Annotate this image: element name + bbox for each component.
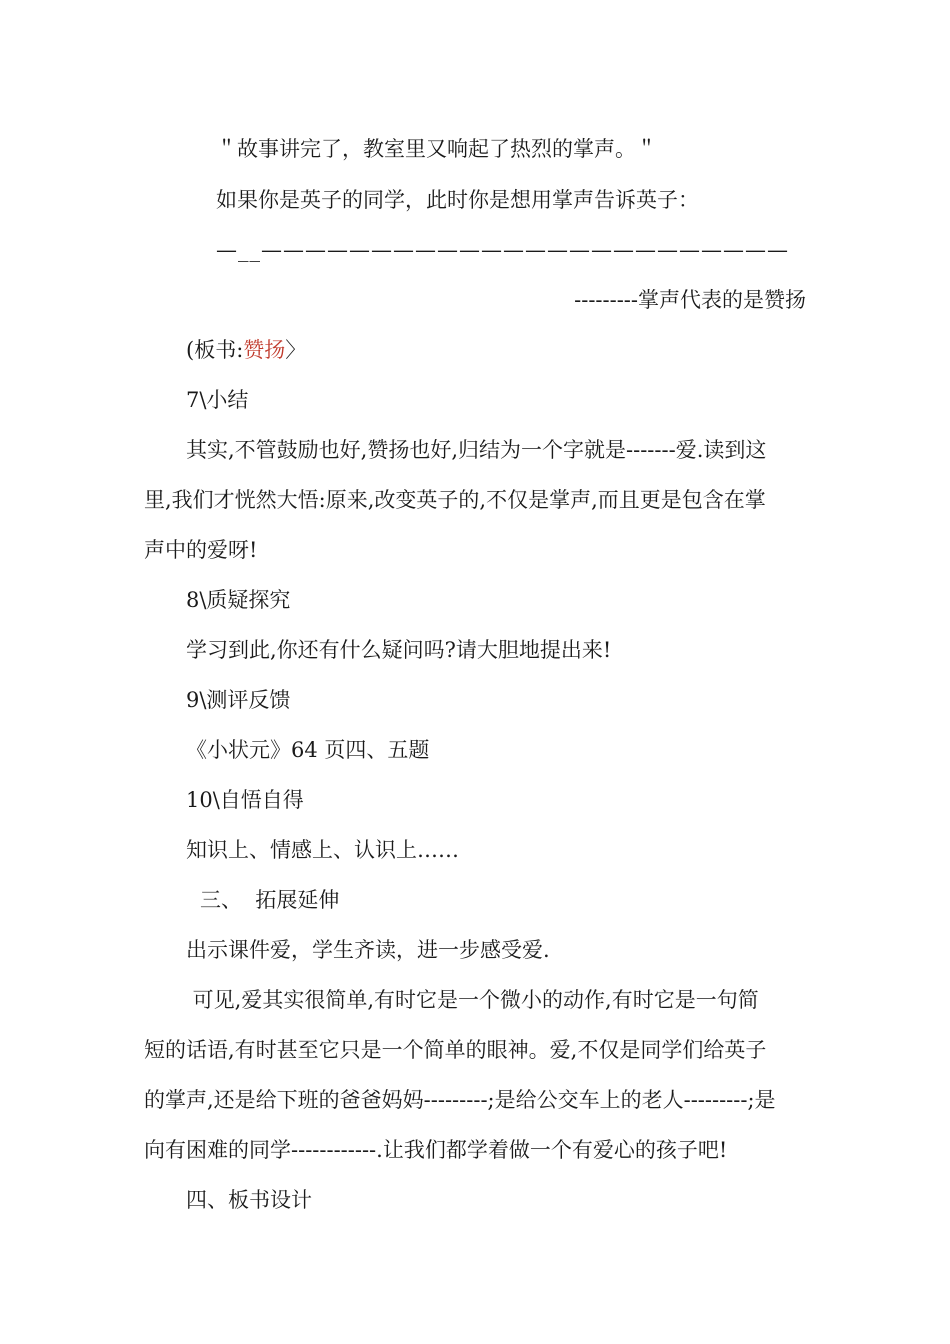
part-4-heading: 四、板书设计: [186, 1188, 312, 1212]
board-word: 赞扬: [243, 338, 286, 362]
blank-line: —__————————————————————————: [216, 238, 789, 262]
section-10-heading: 10\自悟自得: [186, 788, 304, 812]
paragraph-3: 《小状元》64 页四、五题: [186, 738, 430, 762]
quote-line: ＂故事讲完了，教室里又响起了热烈的掌声。＂: [216, 137, 657, 161]
section-9-heading: 9\测评反馈: [186, 688, 291, 712]
board-prefix: (板书:: [186, 338, 244, 362]
board-suffix: 〉: [285, 338, 307, 362]
section-8-heading: 8\质疑探究: [186, 588, 291, 612]
paragraph-6-line-1: 可见,爱其实很简单,有时它是一个微小的动作,有时它是一句简: [186, 988, 759, 1012]
paragraph-6-line-4: 向有困难的同学------------.让我们都学着做一个有爱心的孩子吧!: [144, 1138, 728, 1162]
prompt-line: 如果你是英子的同学，此时你是想用掌声告诉英子：: [216, 188, 699, 212]
paragraph-6-line-2: 短的话语,有时甚至它只是一个简单的眼神。爱,不仅是同学们给英子: [144, 1038, 767, 1062]
paragraph-1-line-3: 声中的爱呀!: [144, 538, 258, 562]
section-7-heading: 7\小结: [186, 388, 249, 412]
paragraph-2: 学习到此,你还有什么疑问吗?请大胆地提出来!: [186, 638, 612, 662]
paragraph-5: 出示课件爱，学生齐读，进一步感受爱.: [186, 938, 550, 962]
paragraph-4: 知识上、情感上、认识上……: [186, 838, 459, 862]
paragraph-1-line-2: 里,我们才恍然大悟:原来,改变英子的,不仅是掌声,而且更是包含在掌: [144, 488, 766, 512]
praise-line: ---------掌声代表的是赞扬: [574, 288, 806, 312]
paragraph-6-line-3: 的掌声,还是给下班的爸爸妈妈---------;是给公交车上的老人---------;是: [144, 1088, 776, 1112]
part-3-heading: 三、 拓展延伸: [200, 888, 340, 912]
paragraph-1-line-1: 其实,不管鼓励也好,赞扬也好,归结为一个字就是-------爱.读到这: [186, 438, 767, 462]
board-note: [186, 335, 306, 365]
